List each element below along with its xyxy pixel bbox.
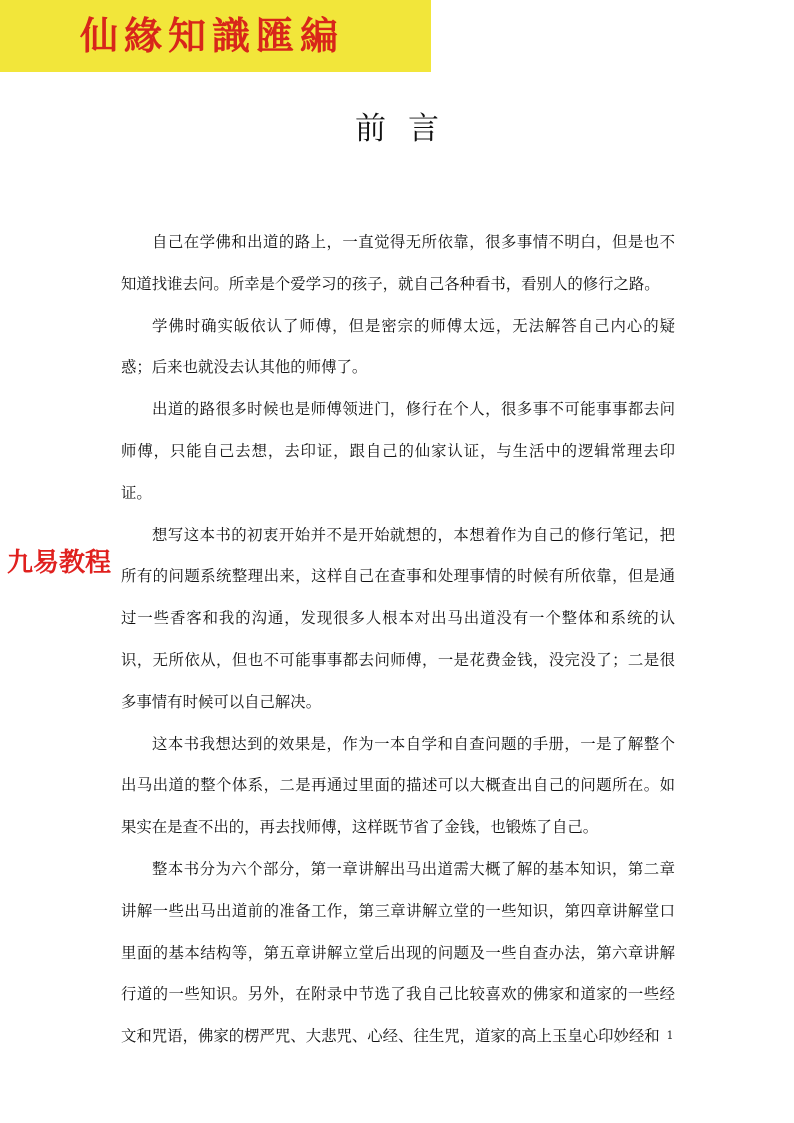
page-title: 前言 [355,111,461,147]
page-number: 1 [666,1029,674,1042]
paragraph-5: 这本书我想达到的效果是，作为一本自学和自查问题的手册，一是了解整个出马出道的整个体系，二是再通过里面的描述可以大概查出自己的问题所在。如果实在是查不出的，再去找师傅，这样既节省了金钱，也锻炼了自己。 [121,734,675,837]
header-banner [0,0,431,72]
banner-title: 仙緣知識匯編 [80,13,345,58]
paragraph-4: 想写这本书的初衷开始并不是开始就想的，本想着作为自己的修行笔记，把所有的问题系统整理出来，这样自己在查事和处理事情的时候有所依靠，但是通过一些香客和我的沟通，发现很多人根本对出马出道没有一个整体和系统的认识，无所依从，但也不可能事事都去问师傅，一是花费金钱，没完没了；二是很多事情有时候可以自己解决。 [121,525,675,711]
paragraph-1: 自己在学佛和出道的路上，一直觉得无所依靠，很多事情不明白，但是也不知道找谁去问。所幸是个爱学习的孩子，就自己各种看书，看别人的修行之路。 [121,233,675,293]
paragraph-2: 学佛时确实皈依认了师傅，但是密宗的师傅太远，无法解答自己内心的疑惑；后来也就没去认其他的师傅了。 [121,316,675,377]
document-body [121,222,675,1058]
watermark-label: 九易教程 [7,548,112,578]
paragraph-3: 出道的路很多时候也是师傅领进门，修行在个人，很多事不可能事事都去问师傅，只能自己去想，去印证，跟自己的仙家认证，与生活中的逻辑常理去印证。 [121,400,675,502]
paragraph-6: 整本书分为六个部分，第一章讲解出马出道需大概了解的基本知识，第二章讲解一些出马出道前的准备工作，第三章讲解立堂的一些知识，第四章讲解堂口里面的基本结构等，第五章讲解立堂后出现的问题及一些自查办法，第六章讲解行道的一些知识。另外，在附录中节选了我自己比较喜欢的佛家和道家的一些经文和咒语，佛家的楞严咒、大悲咒、心经、往生咒，道家的高上玉皇心印妙经和 [121,859,675,1046]
